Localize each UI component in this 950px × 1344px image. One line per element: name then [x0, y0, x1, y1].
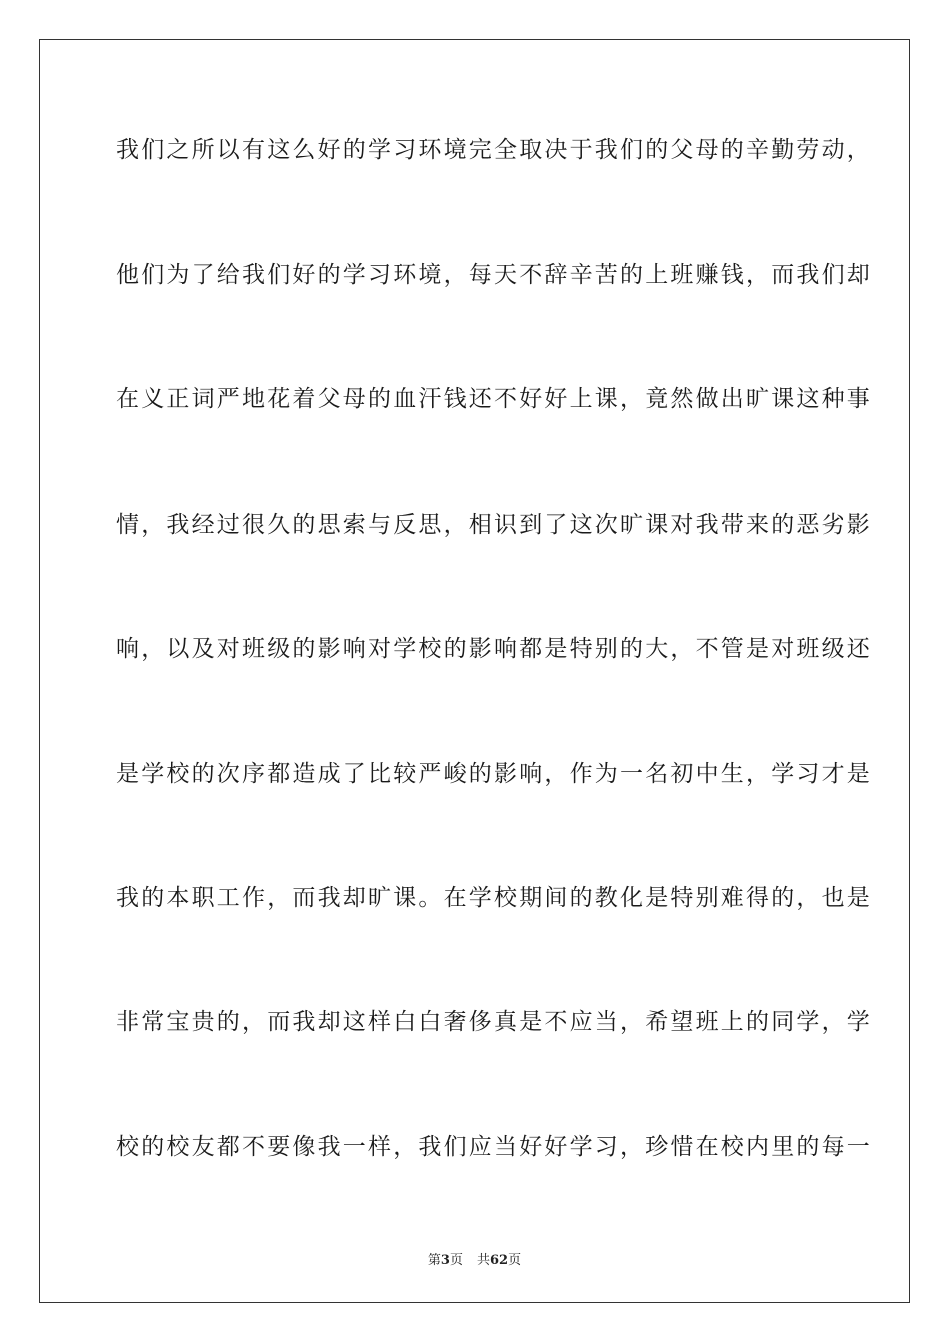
text-line: 校的校友都不要像我一样，我们应当好好学习，珍惜在校内里的每一	[116, 1134, 872, 1160]
page-frame	[39, 39, 910, 1303]
text-line: 情，我经过很久的思索与反思，相识到了这次旷课对我带来的恶劣影	[116, 512, 872, 538]
page-prefix: 第	[427, 1253, 441, 1268]
page-number: 3	[440, 1253, 450, 1268]
page-footer	[40, 1249, 909, 1268]
total-suffix: 页	[508, 1253, 522, 1268]
page-suffix: 页	[449, 1253, 463, 1268]
text-line: 他们为了给我们好的学习环境，每天不辞辛苦的上班赚钱，而我们却	[116, 262, 872, 288]
text-line: 是学校的次序都造成了比较严峻的影响，作为一名初中生，学习才是	[116, 761, 872, 787]
text-line: 在义正词严地花着父母的血汗钱还不好好上课，竟然做出旷课这种事	[116, 386, 872, 412]
text-line: 我的本职工作，而我却旷课。在学校期间的教化是特别难得的，也是	[116, 885, 872, 911]
total-prefix: 共	[476, 1253, 490, 1268]
text-line: 响，以及对班级的影响对学校的影响都是特别的大，不管是对班级还	[116, 636, 872, 662]
text-line: 非常宝贵的，而我却这样白白奢侈真是不应当，希望班上的同学，学	[116, 1009, 872, 1035]
total-pages: 62	[489, 1253, 509, 1268]
text-line: 我们之所以有这么好的学习环境完全取决于我们的父母的辛勤劳动，	[116, 137, 872, 163]
